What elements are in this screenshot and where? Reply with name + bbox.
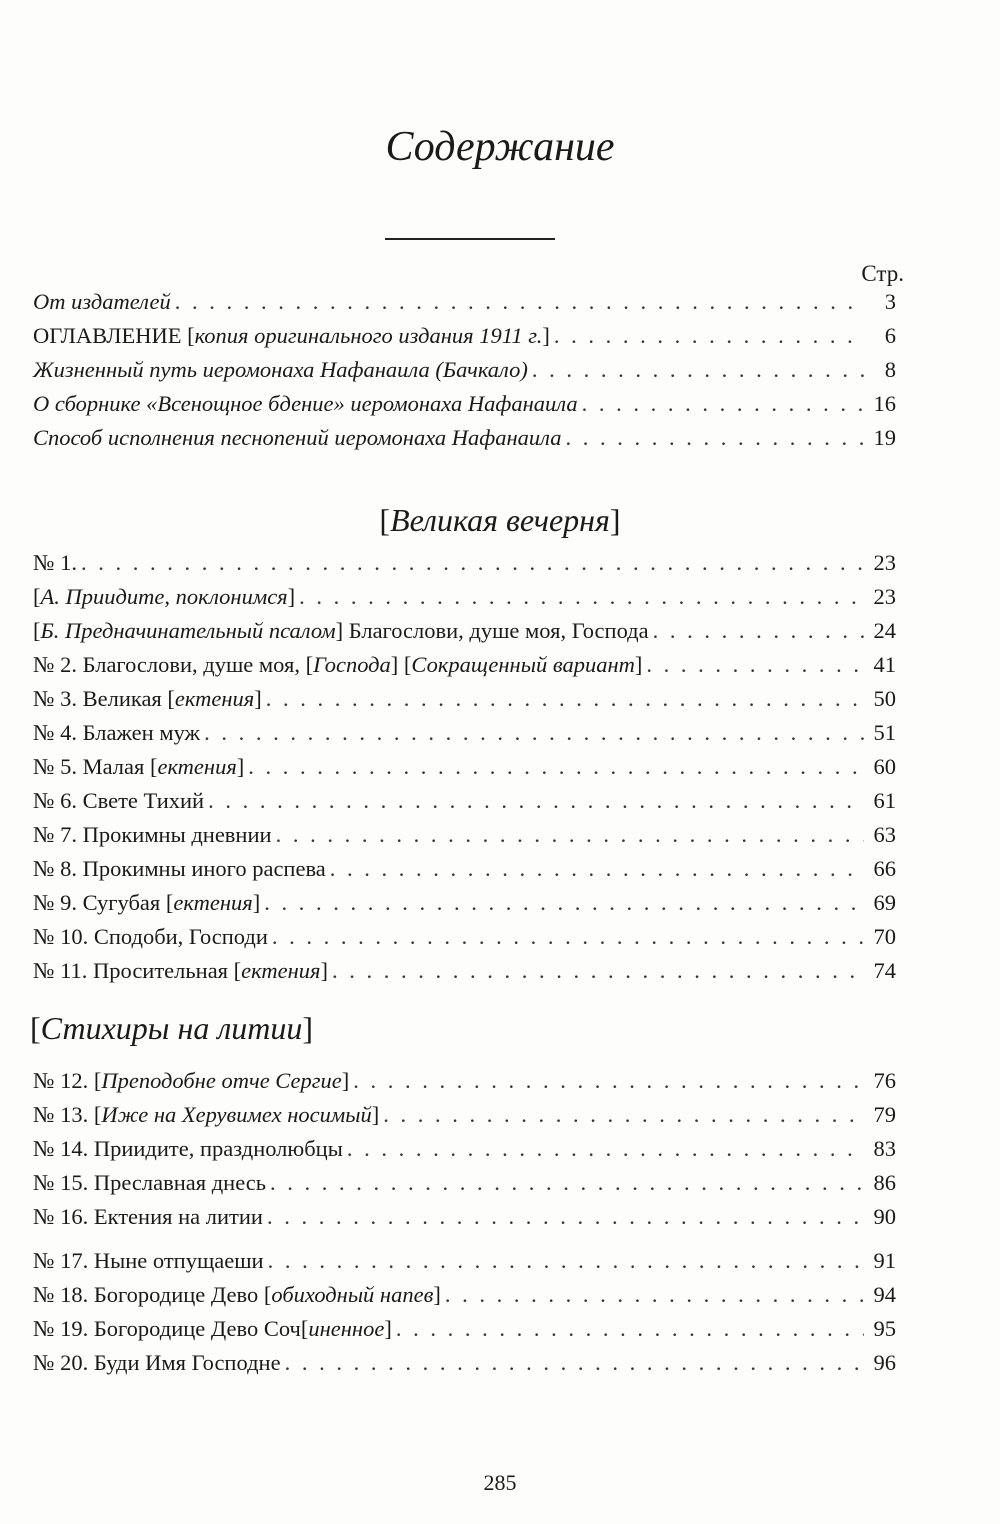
toc-entry-title-part: № 8. Прокимны иного распева: [33, 856, 326, 881]
toc-entry-page: 16: [873, 391, 896, 416]
dot-leader: [285, 1346, 864, 1380]
toc-entry-title: [33, 1064, 349, 1098]
toc-entry-title: [33, 1132, 343, 1166]
toc-entry-title: [33, 1200, 263, 1234]
toc-entry: [33, 648, 896, 682]
heading-bracket-close: ]: [302, 1010, 314, 1046]
toc-entry: [33, 421, 896, 455]
toc-entry: [33, 682, 896, 716]
toc-entry-page: 95: [873, 1316, 896, 1341]
toc-entry: [33, 818, 896, 852]
toc-entry-title-part: ектения: [157, 754, 237, 779]
dot-leader: [175, 285, 864, 319]
toc-entry-title-part: № 10. Сподоби, Господи: [33, 924, 268, 949]
toc-entry-title: [33, 546, 77, 580]
toc-entry: [33, 319, 896, 353]
toc-entry-page: 86: [873, 1170, 896, 1195]
toc-entry-title-part: копия оригинального издания 1911 г.: [194, 323, 543, 348]
toc-entry-page: 83: [873, 1136, 896, 1161]
toc-entry: [33, 750, 896, 784]
toc-entry-title-part: № 14. Приидите, празднолюбцы: [33, 1136, 343, 1161]
dot-leader: [267, 1200, 864, 1234]
toc-entry-title: [33, 285, 171, 319]
toc-entry-title-part: № 15. Преславная днесь: [33, 1170, 266, 1195]
toc-entry-title-part: № 3. Великая [: [33, 686, 175, 711]
dot-leader: [248, 750, 864, 784]
toc-entry-page: 6: [884, 323, 896, 348]
toc-entry: [33, 1312, 896, 1346]
toc-closing: [33, 1244, 896, 1380]
dot-leader: [582, 387, 864, 421]
toc-entry-page: 74: [873, 958, 896, 983]
page-column-label: Стр.: [861, 261, 904, 286]
toc-entry-title-part: № 2. Благослови, душе моя, [: [33, 652, 314, 677]
toc-entry-title: [33, 1312, 392, 1346]
toc-entry-title-part: № 19. Богородице Дево Соч[: [33, 1316, 309, 1341]
toc-entry-title-part: № 11. Просительная [: [33, 958, 242, 983]
heading-bracket-close: ]: [609, 502, 621, 538]
section-heading-vespers: [0, 500, 1000, 540]
toc-entry-title-part: От издателей: [33, 289, 171, 314]
toc-entry: [33, 784, 896, 818]
toc-entry-title-part: ]: [287, 584, 296, 609]
toc-entry-page: 41: [873, 652, 896, 677]
toc-entry: [33, 1346, 896, 1380]
toc-entry-page: 8: [884, 357, 896, 382]
toc-entry-title-part: ]: [341, 1068, 350, 1093]
toc-entry-title: [33, 1244, 264, 1278]
title-divider: [385, 238, 555, 240]
dot-leader: [347, 1132, 864, 1166]
toc-entry-page: 66: [873, 856, 896, 881]
dot-leader: [532, 353, 864, 387]
toc-entry-title-part: ]: [236, 754, 245, 779]
toc-entry-title-part: Б. Предначинательный псалом: [40, 618, 336, 643]
toc-entry-title: [33, 1166, 266, 1200]
toc-entry-title-part: Жизненный путь иеромонаха Нафанаила (Бачкало): [33, 357, 528, 382]
dot-leader: [383, 1098, 864, 1132]
toc-entry: [33, 852, 896, 886]
dot-leader: [646, 648, 864, 682]
toc-entry-title-part: Иже на Херувимех носимый: [101, 1102, 372, 1127]
toc-entry: [33, 1098, 896, 1132]
toc-entry: [33, 954, 896, 988]
page-number: 285: [483, 1470, 517, 1495]
toc-entry-title: [33, 920, 268, 954]
toc-entry: [33, 886, 896, 920]
toc-entry-title-part: ] [: [390, 652, 412, 677]
toc-entry: [33, 1132, 896, 1166]
toc-entry-title-part: ]: [542, 323, 550, 348]
toc-entry: [33, 1064, 896, 1098]
toc-entry-title-part: Господа: [313, 652, 391, 677]
section-heading-litia: [30, 1008, 313, 1048]
dot-leader: [268, 1244, 864, 1278]
toc-entry-page: 19: [873, 425, 896, 450]
toc-entry: [33, 1200, 896, 1234]
toc-entry-title: [33, 353, 528, 387]
toc-entry-title: [33, 1346, 281, 1380]
toc-entry-page: 61: [873, 788, 896, 813]
toc-entry-title-part: ]: [384, 1316, 392, 1341]
toc-entry-title-part: ]: [254, 686, 262, 711]
toc-entry-title-part: ектения: [174, 686, 255, 711]
toc-entry-page: 60: [873, 754, 896, 779]
toc-entry-title: [33, 648, 642, 682]
toc-entry-title-part: Сокращенный вариант: [411, 652, 635, 677]
toc-entry-title-part: ектения: [241, 958, 321, 983]
toc-intro: [33, 285, 896, 455]
toc-entry-title-part: иненное: [308, 1316, 385, 1341]
toc-entry-title: [33, 421, 562, 455]
dot-leader: [332, 954, 864, 988]
toc-entry: [33, 716, 896, 750]
dot-leader: [208, 784, 864, 818]
toc-entry-title-part: ] Благослови, душе моя, Господа: [335, 618, 649, 643]
toc-entry-title-part: Преподобне отче Сергие: [101, 1068, 342, 1093]
dot-leader: [264, 886, 864, 920]
toc-entry-title-part: О сборнике «Всенощное бдение» иеромонаха Нафанаила: [33, 391, 578, 416]
toc-entry-title: [33, 886, 260, 920]
toc-entry-title-part: № 17. Ныне отпущаеши: [33, 1248, 264, 1273]
heading-bracket-open: [: [30, 1010, 41, 1046]
toc-entry-title-part: ]: [433, 1282, 441, 1307]
toc-entry: [33, 1278, 896, 1312]
toc-entry-page: 51: [873, 720, 896, 745]
toc-entry-title-part: № 1.: [33, 550, 77, 575]
dot-leader: [299, 580, 864, 614]
toc-entry-title: [33, 1098, 379, 1132]
toc-entry-title-part: № 5. Малая [: [33, 754, 158, 779]
toc-entry-page: 94: [873, 1282, 896, 1307]
dot-leader: [270, 1166, 864, 1200]
toc-entry-title-part: № 9. Сугубая [: [33, 890, 174, 915]
toc-entry-title: [33, 954, 328, 988]
toc-entry-page: 69: [873, 890, 896, 915]
toc-entry-title-part: [: [33, 584, 41, 609]
toc-entry-title: [33, 750, 244, 784]
toc-entry-page: 23: [873, 550, 896, 575]
toc-entry: [33, 353, 896, 387]
toc-entry-page: 50: [873, 686, 896, 711]
dot-leader: [276, 818, 864, 852]
toc-entry-title: [33, 580, 295, 614]
toc-entry: [33, 387, 896, 421]
dot-leader: [272, 920, 864, 954]
toc-entry-title-part: № 4. Блажен муж: [33, 720, 201, 745]
dot-leader: [554, 319, 864, 353]
toc-entry-title-part: ОГЛАВЛЕНИЕ [: [33, 323, 195, 348]
toc-entry: [33, 920, 896, 954]
toc-entry-title-part: ектения: [173, 890, 253, 915]
toc-entry: [33, 580, 896, 614]
toc-entry-title: [33, 716, 200, 750]
toc-entry-title-part: № 18. Богородице Дево [: [33, 1282, 272, 1307]
page-title: Содержание: [385, 124, 615, 170]
toc-entry-page: 23: [873, 584, 896, 609]
toc-entry: [33, 1166, 896, 1200]
toc-entry-page: 76: [873, 1068, 896, 1093]
dot-leader: [396, 1312, 864, 1346]
toc-entry: [33, 285, 896, 319]
toc-entry-title-part: № 20. Буди Имя Господне: [33, 1350, 281, 1375]
toc-entry-title-part: № 6. Свете Тихий: [33, 788, 205, 813]
toc-entry-page: 96: [873, 1350, 896, 1375]
heading-bracket-open: [: [379, 502, 391, 538]
toc-entry-title: [33, 784, 204, 818]
toc-entry-title-part: ]: [320, 958, 328, 983]
toc-entry: [33, 614, 896, 648]
dot-leader: [204, 716, 864, 750]
toc-entry-page: 91: [873, 1248, 896, 1273]
dot-leader: [566, 421, 864, 455]
toc-entry-title: [33, 818, 272, 852]
toc-entry-title-part: № 12. [: [33, 1068, 102, 1093]
toc-entry-page: 70: [873, 924, 896, 949]
toc-entry-page: 79: [873, 1102, 896, 1127]
toc-entry-title: [33, 319, 550, 353]
toc-entry: [33, 546, 896, 580]
toc-entry-title-part: ]: [371, 1102, 380, 1127]
dot-leader: [330, 852, 864, 886]
toc-entry-page: 3: [884, 289, 896, 314]
toc-entry-page: 63: [873, 822, 896, 847]
dot-leader: [266, 682, 864, 716]
toc-entry-title-part: Способ исполнения песнопений иеромонаха Нафанаила: [33, 425, 562, 450]
toc-entry-title-part: А. Приидите, поклонимся: [40, 584, 288, 609]
dot-leader: [353, 1064, 864, 1098]
toc-entry-title-part: № 16. Ектения на литии: [33, 1204, 263, 1229]
toc-entry-title-part: № 7. Прокимны дневнии: [33, 822, 272, 847]
heading-text: Стихиры на литии: [40, 1010, 303, 1046]
dot-leader: [81, 546, 864, 580]
toc-entry-title: [33, 387, 578, 421]
toc-entry: [33, 1244, 896, 1278]
toc-entry-page: 24: [873, 618, 896, 643]
toc-entry-title-part: ]: [252, 890, 261, 915]
toc-litia: [33, 1064, 896, 1234]
toc-entry-title-part: обиходный напев: [271, 1282, 434, 1307]
toc-entry-title: [33, 614, 649, 648]
toc-entry-title: [33, 1278, 441, 1312]
toc-entry-page: 90: [873, 1204, 896, 1229]
toc-entry-title-part: [: [33, 618, 41, 643]
toc-entry-title: [33, 852, 326, 886]
heading-text: Великая вечерня: [390, 502, 610, 538]
dot-leader: [653, 614, 864, 648]
toc-entry-title-part: ]: [634, 652, 643, 677]
toc-entry-title-part: № 13. [: [33, 1102, 102, 1127]
dot-leader: [445, 1278, 864, 1312]
toc-entry-title: [33, 682, 262, 716]
toc-vespers: [33, 546, 896, 988]
